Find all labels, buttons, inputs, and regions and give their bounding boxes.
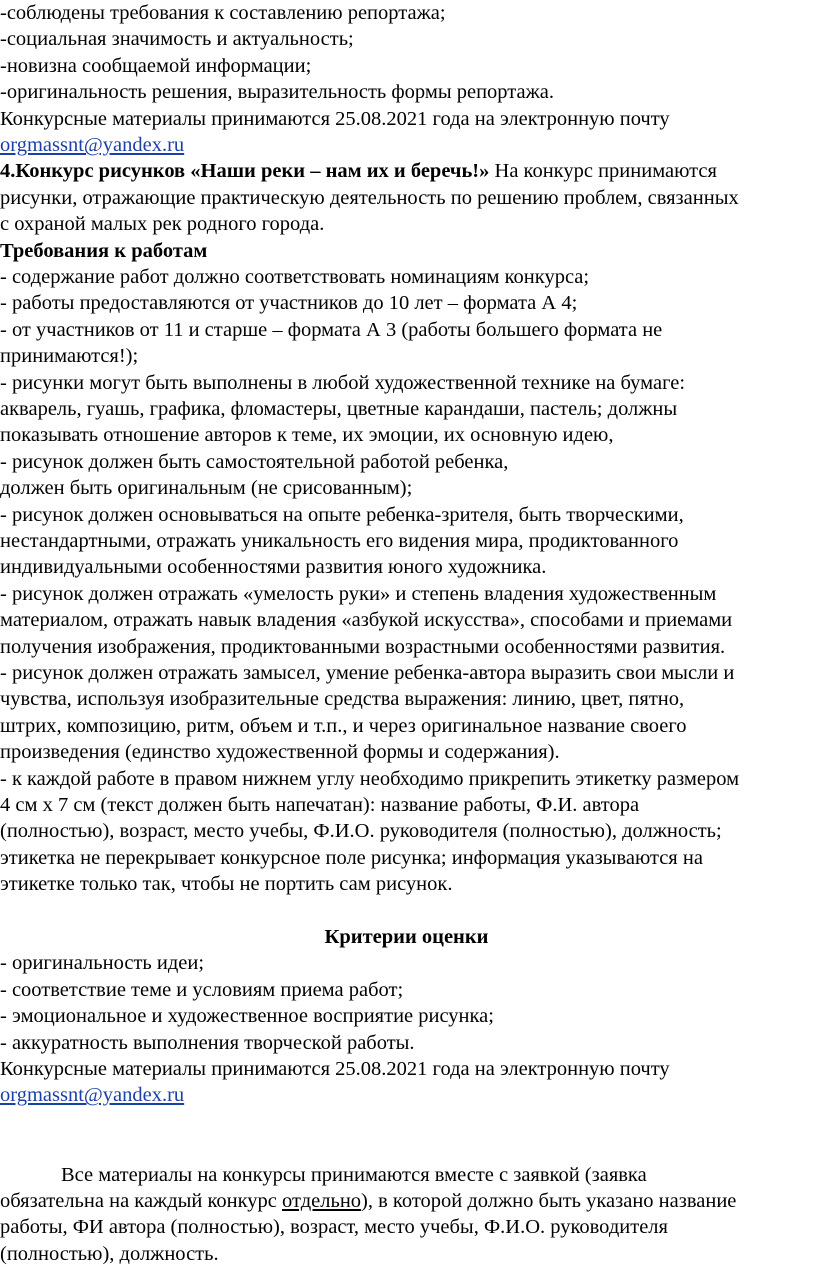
criteria-heading: Критерии оценки — [324, 925, 489, 948]
text-line: -соблюдены требования к составлению репортажа; — [0, 2, 446, 24]
underlined-word: отдельно — [282, 1189, 362, 1212]
text-line: материалом, отражать навык владения «азбукой искусства», способами и приемами — [0, 609, 733, 632]
text-line: -оригинальность решения, выразительность формы репортажа. — [0, 81, 554, 104]
spacer — [0, 898, 813, 924]
text-line: -новизна сообщаемой информации; — [0, 54, 312, 77]
text-line: - рисунок должен быть самостоятельной работой ребенка, — [0, 450, 509, 473]
text-line: - рисунки могут быть выполнены в любой художественной технике на бумаге: — [0, 371, 686, 394]
text-line: индивидуальными особенностями развития юного художника. — [0, 556, 547, 579]
text-line: - соответствие теме и условиям приема работ; — [0, 978, 404, 1001]
text-line: 4 см х 7 см (текст должен быть напечатан): название работы, Ф.И. автора — [0, 793, 640, 816]
text-line: Все материалы на конкурсы принимаются вместе с заявкой (заявка — [61, 1163, 647, 1186]
email-link[interactable]: orgmassnt@yandex.ru — [0, 134, 185, 157]
text-line: - рисунок должен отражать замысел, умение ребенка-автора выразить свои мысли и — [0, 662, 735, 685]
text-line: показывать отношение авторов к теме, их эмоции, их основную идею, — [0, 424, 614, 447]
text-line: чувства, используя изобразительные средства выражения: линию, цвет, пятно, — [0, 688, 685, 711]
text-line: принимаются!); — [0, 345, 139, 368]
text-line: -социальная значимость и актуальность; — [0, 28, 354, 51]
requirements-heading: Требования к работам — [0, 239, 208, 262]
text-line: - рисунок должен основываться на опыте ребенка-зрителя, быть творческими, — [0, 503, 684, 526]
spacer — [0, 1109, 813, 1135]
contest-intro: На конкурс принимаются — [489, 160, 717, 183]
text-line: акварель, гуашь, графика, фломастеры, цветные карандаши, пастель; должны — [0, 398, 678, 421]
contest-heading-line — [0, 158, 813, 184]
text-fragment: ), в которой должно быть указано название — [361, 1189, 737, 1212]
text-line: работы, ФИ автора (полностью), возраст, место учебы, Ф.И.О. руководителя — [0, 1216, 668, 1239]
email-link[interactable]: orgmassnt@yandex.ru — [0, 1084, 185, 1107]
text-line: нестандартными, отражать уникальность его видения мира, продиктованного — [0, 530, 679, 553]
text-line: - к каждой работе в правом нижнем углу необходимо прикрепить этикетку размером — [0, 767, 740, 790]
text-line: этикетка не перекрывает конкурсное поле рисунка; информация указываются на — [0, 846, 703, 869]
email-line — [0, 1082, 813, 1108]
text-line: произведения (единство художественной формы и содержания). — [0, 741, 560, 764]
text-line: - рисунок должен отражать «умелость руки» и степень владения художественным — [0, 582, 717, 605]
text-line: - от участников от 11 и старше – формата А 3 (работы большего формата не — [0, 318, 663, 341]
text-line: (полностью), должность. — [0, 1242, 219, 1265]
contest-title: 4.Конкурс рисунков «Наши реки – нам их и беречь!» — [0, 160, 490, 183]
text-line: - аккуратность выполнения творческой работы. — [0, 1031, 415, 1054]
email-line — [0, 132, 813, 158]
text-line: этикетке только так, чтобы не портить сам рисунок. — [0, 873, 453, 896]
text-line: - содержание работ должно соответствовать номинациям конкурса; — [0, 266, 590, 289]
text-line: рисунки, отражающие практическую деятельность по решению проблем, связанных — [0, 186, 739, 209]
text-line: - оригинальность идеи; — [0, 952, 205, 975]
text-line: с охраной малых рек родного города. — [0, 213, 325, 236]
text-line: - эмоциональное и художественное восприятие рисунка; — [0, 1005, 494, 1028]
text-line: штрих, композицию, ритм, объем и т.п., и через оригинальное название своего — [0, 714, 687, 737]
text-fragment: обязательна на каждый конкурс — [0, 1189, 283, 1212]
text-line: получения изображения, продиктованными возрастными особенностями развития. — [0, 635, 726, 658]
text-line: - работы предоставляются от участников до 10 лет – формата А 4; — [0, 292, 578, 315]
text-line — [0, 1188, 813, 1214]
text-line: должен быть оригинальным (не срисованным); — [0, 477, 413, 500]
text-line: Конкурсные материалы принимаются 25.08.2021 года на электронную почту — [0, 1057, 670, 1080]
text-line: (полностью), возраст, место учебы, Ф.И.О. руководителя (полностью), должность; — [0, 820, 722, 843]
spacer — [0, 1135, 813, 1161]
text-line: Конкурсные материалы принимаются 25.08.2021 года на электронную почту — [0, 107, 670, 130]
